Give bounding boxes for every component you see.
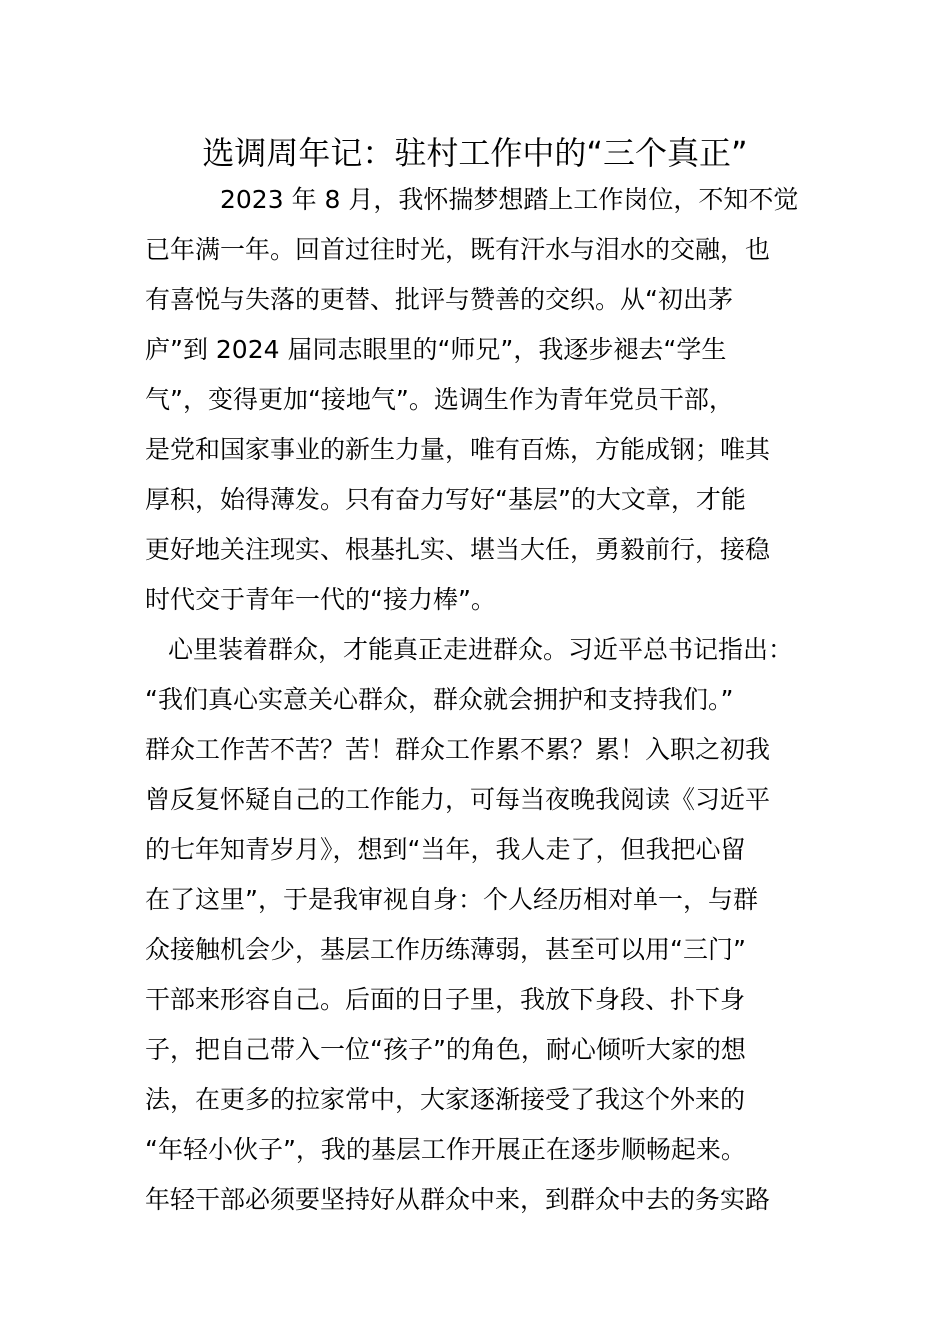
paragraph-line: “年轻小伙子”，我的基层工作开展正在逐步顺畅起来。 bbox=[145, 1135, 746, 1164]
paragraph-line: 曾反复怀疑自己的工作能力，可每当夜晚我阅读《习近平 bbox=[145, 785, 771, 814]
paragraph-line: 干部来形容自己。后面的日子里，我放下身段、扑下身 bbox=[145, 985, 746, 1014]
paragraph-line: “我们真心实意关心群众，群众就会拥护和支持我们。” bbox=[145, 685, 734, 714]
paragraph-line: 庐”到 2024 届同志眼里的“师兄”，我逐步褪去“学生 bbox=[145, 335, 727, 364]
paragraph-line: 厚积，始得薄发。只有奋力写好“基层”的大文章，才能 bbox=[145, 485, 746, 514]
paragraph-line: 年轻干部必须要坚持好从群众中来，到群众中去的务实路 bbox=[145, 1185, 771, 1214]
paragraph-line: 是党和国家事业的新生力量，唯有百炼，方能成钢；唯其 bbox=[145, 435, 771, 464]
paragraph-line: 心里装着群众，才能真正走进群众。习近平总书记指出： bbox=[168, 635, 794, 664]
paragraph-line: 众接触机会少，基层工作历练薄弱，甚至可以用“三门” bbox=[145, 935, 746, 964]
paragraph-line: 2023 年 8 月，我怀揣梦想踏上工作岗位，不知不觉 bbox=[220, 185, 799, 214]
paragraph-line: 已年满一年。回首过往时光，既有汗水与泪水的交融，也 bbox=[145, 235, 771, 264]
paragraph-line: 有喜悦与失落的更替、批评与赞善的交织。从“初出茅 bbox=[145, 285, 733, 314]
paragraph-line: 更好地关注现实、根基扎实、堪当大任，勇毅前行，接稳 bbox=[145, 535, 771, 564]
paragraph-line: 时代交于青年一代的“接力棒”。 bbox=[145, 585, 496, 614]
paragraph-line: 子，把自己带入一位“孩子”的角色，耐心倾听大家的想 bbox=[145, 1035, 746, 1064]
paragraph-line: 在了这里”，于是我审视自身：个人经历相对单一，与群 bbox=[145, 885, 758, 914]
paragraph-line: 气”，变得更加“接地气”。选调生作为青年党员干部， bbox=[145, 385, 734, 414]
document-title: 选调周年记：驻村工作中的“三个真正” bbox=[202, 134, 748, 172]
paragraph-line: 群众工作苦不苦？苦！群众工作累不累？累！入职之初我 bbox=[145, 735, 771, 764]
paragraph-line: 的七年知青岁月》，想到“当年，我人走了，但我把心留 bbox=[145, 835, 746, 864]
paragraph-line: 法，在更多的拉家常中，大家逐渐接受了我这个外来的 bbox=[145, 1085, 746, 1114]
